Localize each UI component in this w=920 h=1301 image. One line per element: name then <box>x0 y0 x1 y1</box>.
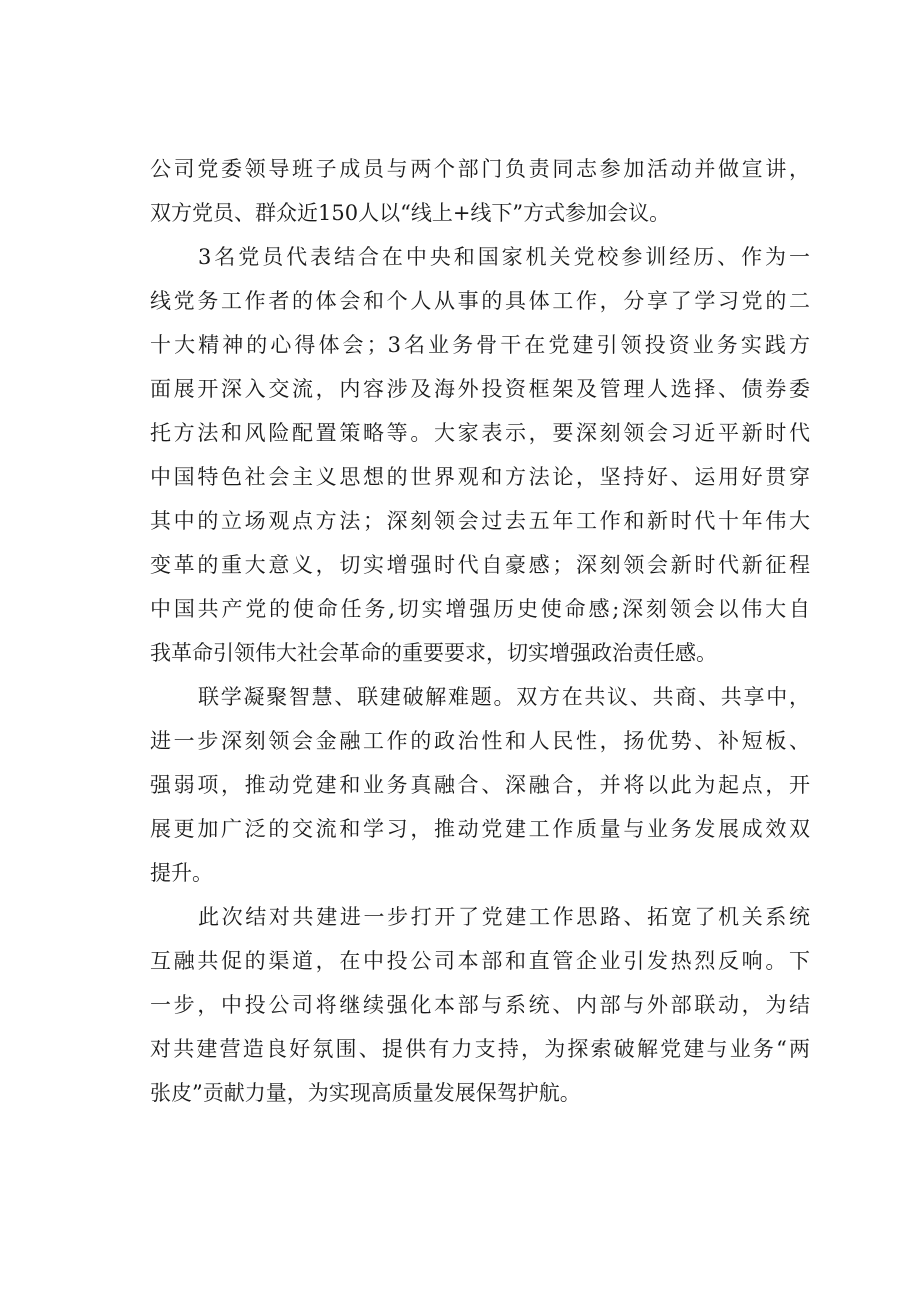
paragraph-2-line-4: 面展开深入交流，内容涉及海外投资框架及管理人选择、债券委 <box>150 377 810 401</box>
paragraph-1-line-1: 公司党委领导班子成员与两个部门负责同志参加活动并做宣讲， <box>150 157 810 181</box>
paragraph-2-line-9: 中国共产党的使命任务,切实增强历史使命感;深刻领会以伟大自 <box>150 597 810 621</box>
paragraph-2-line-1: 3名党员代表结合在中央和国家机关党校参训经历、作为一 <box>198 245 810 269</box>
paragraph-2-line-7: 其中的立场观点方法；深刻领会过去五年工作和新时代十年伟大 <box>150 509 810 533</box>
paragraph-4-line-3: 一步，中投公司将继续强化本部与系统、内部与外部联动，为结 <box>150 993 810 1017</box>
paragraph-3-line-5: 提升。 <box>150 861 213 885</box>
paragraph-2-line-10: 我革命引领伟大社会革命的重要要求，切实增强政治责任感。 <box>150 641 717 665</box>
paragraph-4-line-5: 张皮”贡献力量，为实现高质量发展保驾护航。 <box>150 1081 581 1105</box>
paragraph-2-line-3: 十大精神的心得体会；3名业务骨干在党建引领投资业务实践方 <box>150 333 810 357</box>
paragraph-3-line-3: 强弱项，推动党建和业务真融合、深融合，并将以此为起点，开 <box>150 773 810 797</box>
paragraph-2-line-8: 变革的重大意义，切实增强时代自豪感；深刻领会新时代新征程 <box>150 553 810 577</box>
paragraph-4-line-4: 对共建营造良好氛围、提供有力支持，为探索破解党建与业务“两 <box>150 1037 810 1061</box>
paragraph-4-line-2: 互融共促的渠道，在中投公司本部和直管企业引发热烈反响。下 <box>150 949 810 973</box>
paragraph-3-line-4: 展更加广泛的交流和学习，推动党建工作质量与业务发展成效双 <box>150 817 810 841</box>
paragraph-2-line-6: 中国特色社会主义思想的世界观和方法论，坚持好、运用好贯穿 <box>150 465 810 489</box>
paragraph-3-line-1: 联学凝聚智慧、联建破解难题。双方在共议、共商、共享中， <box>198 685 810 709</box>
paragraph-3-line-2: 进一步深刻领会金融工作的政治性和人民性，扬优势、补短板、 <box>150 729 810 753</box>
paragraph-2-line-2: 线党务工作者的体会和个人从事的具体工作，分享了学习党的二 <box>150 289 810 313</box>
paragraph-1-line-2: 双方党员、群众近150人以“线上+线下”方式参加会议。 <box>150 201 671 225</box>
paragraph-4-line-1: 此次结对共建进一步打开了党建工作思路、拓宽了机关系统 <box>198 905 810 929</box>
paragraph-2-line-5: 托方法和风险配置策略等。大家表示，要深刻领会习近平新时代 <box>150 421 810 445</box>
